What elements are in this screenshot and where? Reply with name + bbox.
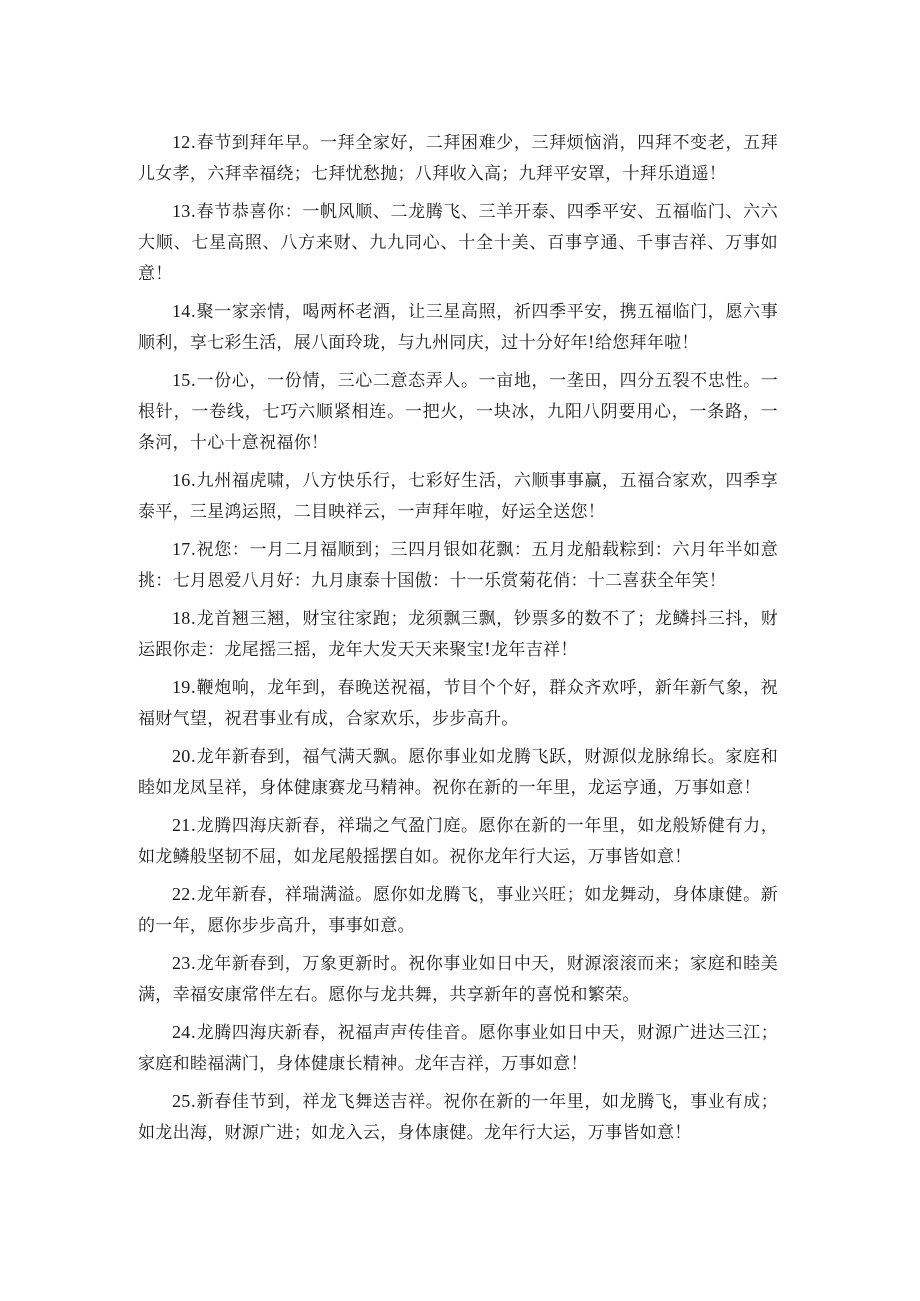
item-text: .龙腾四海庆新春，祝福声声传佳音。愿你事业如日中天，财源广进达三江；家庭和睦福满门，身体健康长精神。龙年吉祥，万事如意！ (138, 1023, 778, 1074)
list-item (138, 879, 778, 942)
item-number: 24 (172, 1022, 191, 1042)
item-number: 23 (172, 953, 191, 973)
item-number: 13 (172, 201, 191, 221)
list-item (138, 465, 778, 528)
item-number: 16 (172, 470, 191, 490)
list-item (138, 603, 778, 666)
item-number: 21 (172, 815, 191, 835)
list-item (138, 741, 778, 804)
item-text: .祝您：一月二月福顺到；三四月银如花飘：五月龙船载粽到：六月年半如意挑：七月恩爱八月好：九月康泰十国傲：十一乐赏菊花俏：十二喜获全年笑！ (138, 540, 778, 591)
item-text: .春节恭喜你：一帆风顺、二龙腾飞、三羊开泰、四季平安、五福临门、六六大顺、七星高照、八方来财、九九同心、十全十美、百事亨通、千事吉祥、万事如意！ (138, 202, 778, 284)
list-item (138, 365, 778, 459)
item-number: 17 (172, 539, 191, 559)
list-item (138, 296, 778, 359)
list-item (138, 534, 778, 597)
item-text: .春节到拜年早。一拜全家好，二拜困难少，三拜烦恼消，四拜不变老，五拜儿女孝，六拜幸福绕；七拜忧愁抛；八拜收入高；九拜平安罩，十拜乐逍遥！ (138, 133, 778, 184)
item-number: 18 (172, 608, 191, 628)
item-text: .一份心，一份情，三心二意态弄人。一亩地，一垄田，四分五裂不忠性。一根针，一卷线，七巧六顺紧相连。一把火，一块冰，九阳八阴要用心，一条路，一条河，十心十意祝福你！ (138, 371, 778, 453)
item-text: .九州福虎啸，八方快乐行，七彩好生活，六顺事事赢，五福合家欢，四季享泰平，三星鸿运照，二目映祥云，一声拜年啦，好运全送您！ (138, 471, 778, 522)
item-number: 22 (172, 884, 191, 904)
list-item (138, 672, 778, 735)
item-number: 15 (172, 370, 191, 390)
item-text: .龙年新春，祥瑞满溢。愿你如龙腾飞，事业兴旺；如龙舞动，身体康健。新的一年，愿你步步高升，事事如意。 (138, 885, 778, 936)
item-number: 12 (172, 132, 191, 152)
item-text: .龙年新春到，福气满天飘。愿你事业如龙腾飞跃，财源似龙脉绵长。家庭和睦如龙凤呈祥，身体健康赛龙马精神。祝你在新的一年里，龙运亨通，万事如意！ (138, 747, 778, 798)
item-text: .新春佳节到，祥龙飞舞送吉祥。祝你在新的一年里，如龙腾飞，事业有成；如龙出海，财源广进；如龙入云，身体康健。龙年行大运，万事皆如意！ (138, 1092, 778, 1143)
item-text: .龙首翘三翘，财宝往家跑；龙须飘三飘，钞票多的数不了；龙鳞抖三抖，财运跟你走：龙尾摇三摇，龙年大发天天来聚宝!龙年吉祥！ (138, 609, 778, 660)
item-text: .鞭炮响，龙年到，春晚送祝福，节目个个好，群众齐欢呼，新年新气象，祝福财气望，祝君事业有成，合家欢乐，步步高升。 (138, 678, 778, 729)
item-number: 19 (172, 677, 191, 697)
item-text: .龙年新春到，万象更新时。祝你事业如日中天，财源滚滚而来；家庭和睦美满，幸福安康常伴左右。愿你与龙共舞，共享新年的喜悦和繁荣。 (138, 954, 778, 1005)
list-item (138, 810, 778, 873)
blessing-list (138, 127, 778, 1155)
list-item (138, 1086, 778, 1149)
item-text: .聚一家亲情，喝两杯老酒，让三星高照，祈四季平安，携五福临门，愿六事顺利，享七彩生活，展八面玲珑，与九州同庆，过十分好年!给您拜年啦！ (138, 302, 778, 353)
item-number: 25 (172, 1091, 191, 1111)
item-text: .龙腾四海庆新春，祥瑞之气盈门庭。愿你在新的一年里，如龙般矫健有力，如龙鳞般坚韧不屈，如龙尾般摇摆自如。祝你龙年行大运，万事皆如意！ (138, 816, 778, 867)
list-item (138, 127, 778, 190)
list-item (138, 196, 778, 290)
item-number: 14 (172, 301, 191, 321)
list-item (138, 1017, 778, 1080)
item-number: 20 (172, 746, 191, 766)
list-item (138, 948, 778, 1011)
